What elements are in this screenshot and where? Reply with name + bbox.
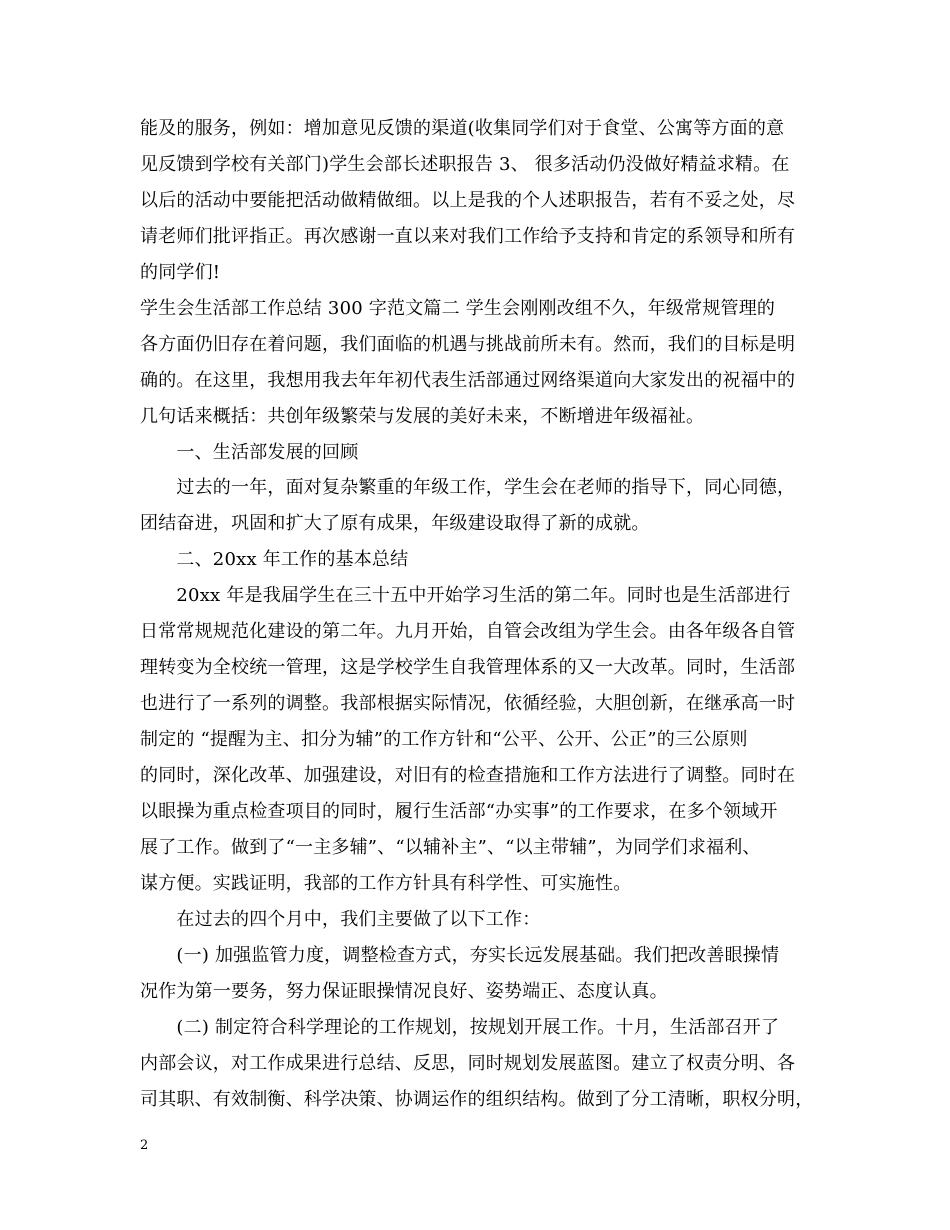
text-line: 展了工作。做到了“一主多辅”、“以辅补主”、“以主带辅”，为同学们求福利、 bbox=[140, 837, 761, 858]
text-line: 确的。在这里，我想用我去年年初代表生活部通过网络渠道向大家发出的祝福中的 bbox=[140, 370, 796, 391]
text-line: 的同学们! bbox=[140, 262, 221, 283]
text-line: 以后的活动中要能把活动做精做细。以上是我的个人述职报告，若有不妥之处，尽 bbox=[140, 190, 796, 211]
text-line: 日常常规规范化建设的第二年。九月开始，自管会改组为学生会。由各年级各自管 bbox=[140, 621, 796, 642]
page-number: 2 bbox=[140, 1138, 149, 1153]
text-line: 请老师们批评指正。再次感谢一直以来对我们工作给予支持和肯定的系领导和所有 bbox=[140, 226, 796, 247]
text-line: 以眼操为重点检查项目的同时，履行生活部“办实事”的工作要求，在多个领域开 bbox=[140, 801, 778, 822]
text-line: 谋方便。实践证明，我部的工作方针具有科学性、可实施性。 bbox=[140, 873, 632, 894]
text-line: (二) 制定符合科学理论的工作规划，按规划开展工作。十月，生活部召开了 bbox=[140, 1017, 780, 1038]
text-line: 20xx 年是我届学生在三十五中开始学习生活的第二年。同时也是生活部进行 bbox=[140, 585, 791, 606]
text-line: 也进行了一系列的调整。我部根据实际情况，依循经验，大胆创新，在继承高一时 bbox=[140, 693, 796, 714]
text-line: 况作为第一要务，努力保证眼操情况良好、姿势端正、态度认真。 bbox=[140, 981, 668, 1002]
text-line: 的同时，深化改革、加强建设，对旧有的检查措施和工作方法进行了调整。同时在 bbox=[140, 765, 796, 786]
text-line: 团结奋进，巩固和扩大了原有成果，年级建设取得了新的成就。 bbox=[140, 513, 650, 534]
text-line: 几句话来概括：共创年级繁荣与发展的美好未来，不断增进年级福祉。 bbox=[140, 406, 705, 427]
text-line: (一) 加强监管力度，调整检查方式，夯实长远发展基础。我们把改善眼操情 bbox=[140, 945, 780, 966]
text-line: 理转变为全校统一管理，这是学校学生自我管理体系的又一大改革。同时，生活部 bbox=[140, 657, 796, 678]
text-line: 各方面仍旧存在着问题，我们面临的机遇与挑战前所未有。然而，我们的目标是明 bbox=[140, 334, 796, 355]
section-heading: 一、生活部发展的回顾 bbox=[140, 442, 359, 463]
text-line: 见反馈到学校有关部门)学生会部长述职报告 3、 很多活动仍没做好精益求精。在 bbox=[140, 154, 790, 175]
text-line: 能及的服务，例如：增加意见反馈的渠道(收集同学们对于食堂、公寓等方面的意 bbox=[140, 118, 785, 139]
text-line: 在过去的四个月中，我们主要做了以下工作： bbox=[140, 909, 541, 930]
text-line: 司其职、有效制衡、科学决策、协调运作的组织结构。做到了分工清晰，职权分明， bbox=[140, 1089, 814, 1110]
text-line: 过去的一年，面对复杂繁重的年级工作，学生会在老师的指导下，同心同德， bbox=[140, 477, 796, 498]
text-line: 内部会议，对工作成果进行总结、反思，同时规划发展蓝图。建立了权责分明、各 bbox=[140, 1053, 796, 1074]
section-heading: 二、20xx 年工作的基本总结 bbox=[140, 549, 409, 570]
text-line: 学生会生活部工作总结 300 字范文篇二 学生会刚刚改组不久，年级常规管理的 bbox=[140, 298, 776, 319]
text-line: 制定的 “提醒为主、扣分为辅”的工作方针和“公平、公开、公正”的三公原则 bbox=[140, 729, 748, 750]
